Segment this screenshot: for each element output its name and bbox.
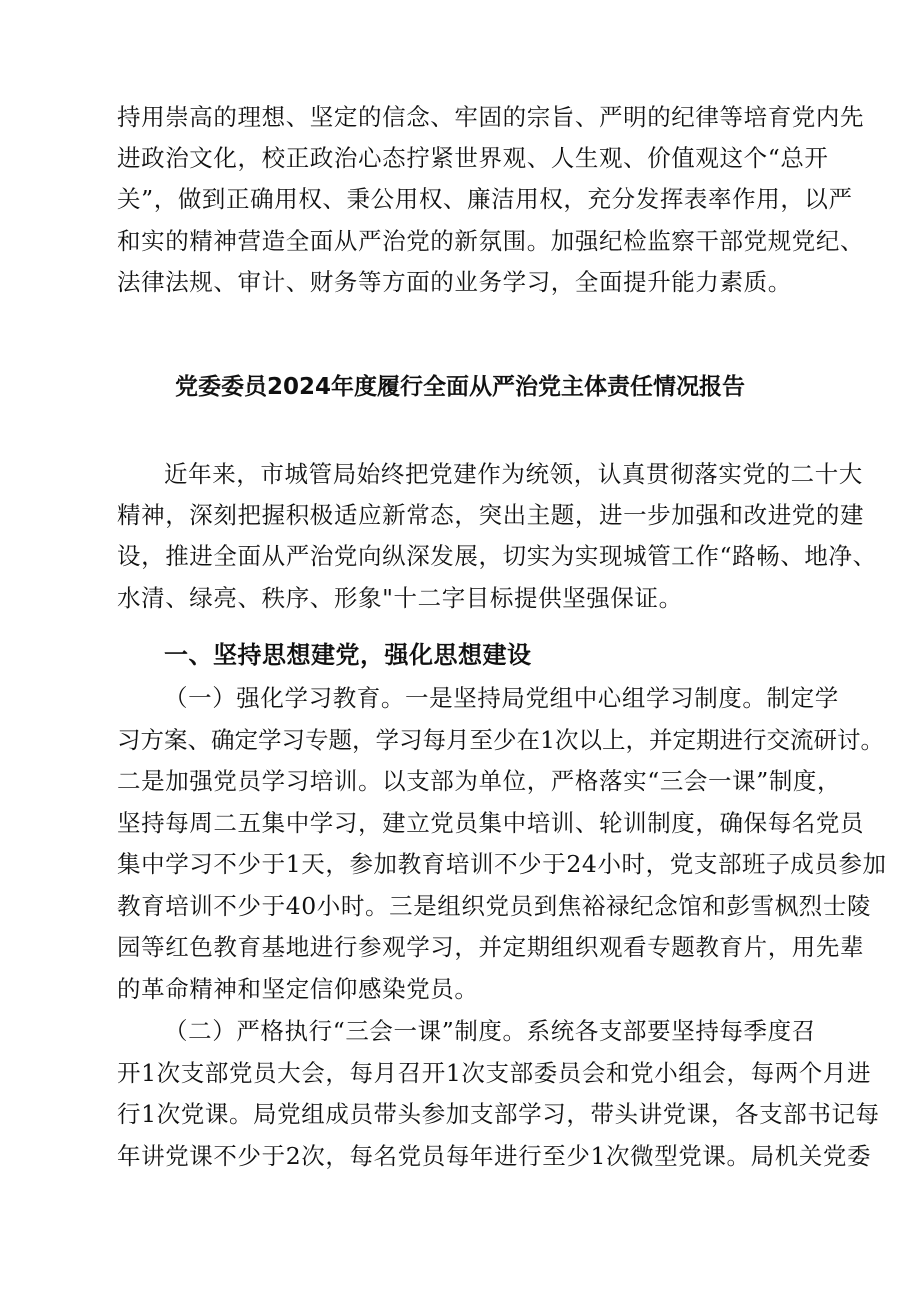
intro-line-5: 法律法规、审计、财务等方面的业务学习，全面提升能力素质。 [117,268,792,296]
subsection-1-line-6: 教育培训不少于40小时。三是组织党员到焦裕禄纪念馆和彭雪枫烈士陵 [117,892,872,920]
lead-line-2: 精神，深刻把握积极适应新常态，突出主题，进一步加强和改进党的建 [117,501,865,529]
subsection-1-line-5: 集中学习不少于1天，参加教育培训不少于24小时，党支部班子成员参加 [117,850,887,878]
subsection-1-line-1: （一）强化学习教育。一是坚持局党组中心组学习制度。制定学 [164,684,839,712]
subsection-1-line-8: 的革命精神和坚定信仰感染党员。 [117,975,479,1003]
report-title: 党委委员2024年度履行全面从严治党主体责任情况报告 [174,374,745,400]
lead-line-1: 近年来，市城管局始终把党建作为统领，认真贯彻落实党的二十大 [164,460,863,488]
subsection-1-line-3: 二是加强党员学习培训。以支部为单位，严格落实“三会一课”制度， [117,767,842,795]
subsection-2-line-1: （二）严格执行“三会一课”制度。系统各支部要坚持每季度召 [164,1017,816,1045]
section-heading: 一、坚持思想建党，强化思想建设 [164,641,532,669]
lead-line-4: 水清、绿亮、秩序、形象"十二字目标提供坚强保证。 [117,584,683,612]
subsection-1-line-4: 坚持每周二五集中学习，建立党员集中培训、轮训制度，确保每名党员 [117,809,865,837]
intro-line-1: 持用崇高的理想、坚定的信念、牢固的宗旨、严明的纪律等培育党内先 [117,103,865,131]
lead-line-3: 设，推进全面从严治党向纵深发展，切实为实现城管工作“路畅、地净、 [117,542,877,570]
subsection-2-line-2: 开1次支部党员大会，每月召开1次支部委员会和党小组会，每两个月进 [117,1059,872,1087]
intro-line-4: 和实的精神营造全面从严治党的新氛围。加强纪检监察干部党规党纪、 [117,227,865,255]
subsection-2-line-3: 行1次党课。局党组成员带头参加支部学习，带头讲党课，各支部书记每 [117,1100,880,1128]
intro-line-3: 关”，做到正确用权、秉公用权、廉洁用权，充分发挥表率作用，以严 [117,185,853,213]
subsection-1-line-2: 习方案、确定学习专题，学习每月至少在1次以上，并定期进行交流研讨。 [117,726,884,754]
intro-line-2: 进政治文化，校正政治心态拧紧世界观、人生观、价值观这个“总开 [117,144,829,172]
subsection-2-line-4: 年讲党课不少于2次，每名党员每年进行至少1次微型党课。局机关党委 [117,1142,872,1170]
subsection-1-line-7: 园等红色教育基地进行参观学习，并定期组织观看专题教育片，用先辈 [117,933,865,961]
